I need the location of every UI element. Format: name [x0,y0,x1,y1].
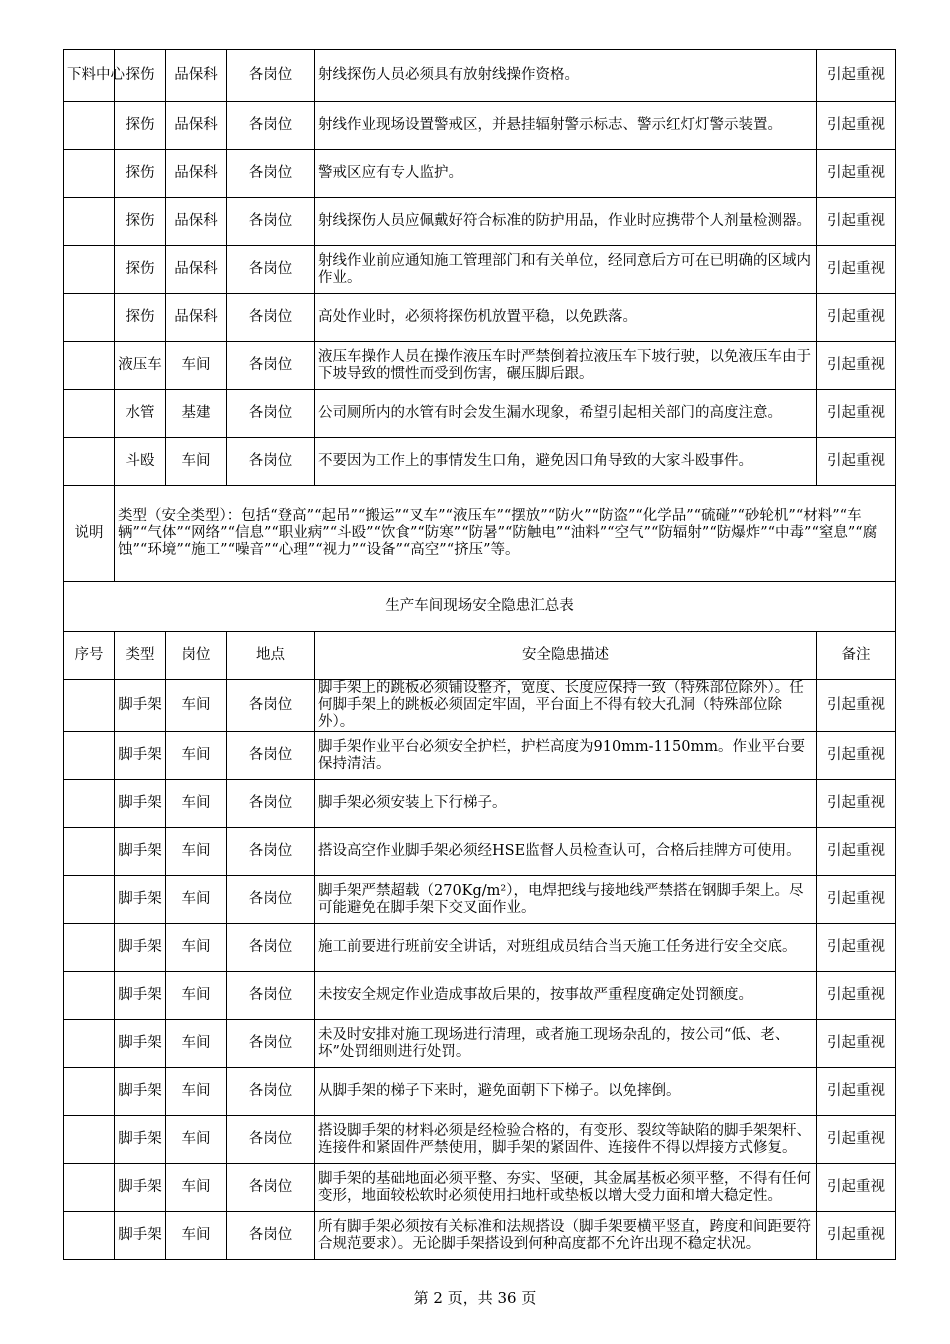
table-row [64,680,896,732]
table-row [64,1020,896,1068]
row-place: 各岗位 [227,294,315,342]
row-type: 水管 [115,390,166,438]
explain-row [64,486,896,582]
table-row [64,1116,896,1164]
row-note: 引起重视 [817,732,896,780]
row-post: 车间 [166,780,227,828]
row-place: 各岗位 [227,828,315,876]
row-desc: 搭设高空作业脚手架必须经HSE监督人员检查认可，合格后挂牌方可使用。 [315,828,817,876]
row-unit [64,102,115,150]
row-place: 各岗位 [227,924,315,972]
row-type: 脚手架 [115,680,166,732]
row-post: 车间 [166,828,227,876]
table-row [64,780,896,828]
row-post: 品保科 [166,246,227,294]
row-type: 脚手架 [115,1212,166,1260]
explain-text: 类型（安全类型）：包括“登高”“起吊”“搬运”“叉车”“液压车”“摆放”“防火”“防盗”“化学品”“硫碰”“砂轮机”“材料”“车辆”“气体”“网络”“信息”“职业病”“斗殴”“饮食”“防寒”“防暑”“防触电”“油料”“空气”“防辐射”“防爆炸”“中毒”“窒息”“腐蚀”“环境”“施工”“噪音”“心理”“视力”“设备”“高空”“挤压”等。 [115,486,896,582]
row-note: 引起重视 [817,390,896,438]
header-note: 备注 [817,632,896,680]
header-desc: 安全隐患描述 [315,632,817,680]
row-type: 脚手架 [115,876,166,924]
row-number [64,1020,115,1068]
row-number [64,924,115,972]
row-place: 各岗位 [227,732,315,780]
row-note: 引起重视 [817,294,896,342]
row-note: 引起重视 [817,680,896,732]
row-number [64,732,115,780]
row-desc: 公司厕所内的水管有时会发生漏水现象，希望引起相关部门的高度注意。 [315,390,817,438]
row-unit: 下料中心 [64,50,115,102]
row-place: 各岗位 [227,246,315,294]
row-place: 各岗位 [227,438,315,486]
row-desc: 未按安全规定作业造成事故后果的，按事故严重程度确定处罚额度。 [315,972,817,1020]
row-note: 引起重视 [817,924,896,972]
row-desc: 警戒区应有专人监护。 [315,150,817,198]
row-desc: 射线探伤人员必须具有放射线操作资格。 [315,50,817,102]
row-note: 引起重视 [817,102,896,150]
row-note: 引起重视 [817,246,896,294]
table-row [64,102,896,150]
row-type: 脚手架 [115,1020,166,1068]
table-row [64,50,896,102]
section-title-row [64,582,896,632]
row-post: 品保科 [166,50,227,102]
table-row [64,1164,896,1212]
row-place: 各岗位 [227,198,315,246]
row-number [64,828,115,876]
row-type: 脚手架 [115,924,166,972]
header-type: 类型 [115,632,166,680]
row-note: 引起重视 [817,780,896,828]
table-row [64,150,896,198]
row-post: 车间 [166,732,227,780]
explain-label: 说明 [64,486,115,582]
row-note: 引起重视 [817,1020,896,1068]
row-number [64,972,115,1020]
row-type: 脚手架 [115,828,166,876]
row-note: 引起重视 [817,198,896,246]
row-type: 斗殴 [115,438,166,486]
table-row [64,294,896,342]
row-post: 车间 [166,1068,227,1116]
row-note: 引起重视 [817,1164,896,1212]
row-post: 车间 [166,924,227,972]
row-place: 各岗位 [227,1116,315,1164]
header-post: 岗位 [166,632,227,680]
row-desc: 搭设脚手架的材料必须是经检验合格的，有变形、裂纹等缺陷的脚手架架杆、连接件和紧固件严禁使用，脚手架的紧固件、连接件不得以焊接方式修复。 [315,1116,817,1164]
row-place: 各岗位 [227,1020,315,1068]
row-place: 各岗位 [227,1068,315,1116]
row-type: 探伤 [115,102,166,150]
table-row [64,828,896,876]
header-place: 地点 [227,632,315,680]
row-note: 引起重视 [817,972,896,1020]
row-place: 各岗位 [227,102,315,150]
row-place: 各岗位 [227,342,315,390]
row-place: 各岗位 [227,780,315,828]
row-desc: 脚手架必须安装上下行梯子。 [315,780,817,828]
row-type: 探伤 [115,294,166,342]
row-desc: 从脚手架的梯子下来时，避免面朝下下梯子。以免摔倒。 [315,1068,817,1116]
row-post: 品保科 [166,198,227,246]
header-row [64,632,896,680]
row-number [64,1164,115,1212]
row-type: 脚手架 [115,1116,166,1164]
row-desc: 不要因为工作上的事情发生口角，避免因口角导致的大家斗殴事件。 [315,438,817,486]
row-type: 探伤 [115,198,166,246]
row-desc: 脚手架严禁超载（270Kg/m²），电焊把线与接地线严禁搭在钢脚手架上。尽可能避免在脚手架下交叉面作业。 [315,876,817,924]
row-type: 脚手架 [115,972,166,1020]
row-place: 各岗位 [227,1164,315,1212]
row-desc: 脚手架上的跳板必须铺设整齐，宽度、长度应保持一致（特殊部位除外）。任何脚手架上的跳板必须固定牢固，平台面上不得有较大孔洞（特殊部位除外）。 [315,680,817,732]
table-row [64,732,896,780]
row-type: 液压车 [115,342,166,390]
row-type: 脚手架 [115,1068,166,1116]
row-place: 各岗位 [227,680,315,732]
row-number [64,1212,115,1260]
row-desc: 射线探伤人员应佩戴好符合标准的防护用品，作业时应携带个人剂量检测器。 [315,198,817,246]
row-unit [64,246,115,294]
row-desc: 射线作业现场设置警戒区，并悬挂辐射警示标志、警示红灯灯警示装置。 [315,102,817,150]
row-post: 车间 [166,342,227,390]
row-post: 车间 [166,1020,227,1068]
safety-table [63,49,896,1260]
row-post: 品保科 [166,294,227,342]
row-desc: 液压车操作人员在操作液压车时严禁倒着拉液压车下坡行驶，以免液压车由于下坡导致的惯性而受到伤害，碾压脚后跟。 [315,342,817,390]
row-unit [64,390,115,438]
page-footer: 第 2 页，共 36 页 [413,1289,537,1307]
row-place: 各岗位 [227,390,315,438]
row-place: 各岗位 [227,876,315,924]
row-note: 引起重视 [817,1068,896,1116]
row-desc: 未及时安排对施工现场进行清理，或者施工现场杂乱的，按公司“低、老、坏”处罚细则进行处罚。 [315,1020,817,1068]
table-row [64,972,896,1020]
row-unit [64,438,115,486]
row-note: 引起重视 [817,150,896,198]
row-desc: 射线作业前应通知施工管理部门和有关单位，经同意后方可在已明确的区域内作业。 [315,246,817,294]
row-post: 车间 [166,1116,227,1164]
row-post: 车间 [166,1212,227,1260]
row-desc: 脚手架作业平台必须安全护栏，护栏高度为910mm-1150mm。作业平台要保持清洁。 [315,732,817,780]
row-number [64,1116,115,1164]
section-title: 生产车间现场安全隐患汇总表 [64,582,896,632]
top-rows [64,50,896,486]
row-note: 引起重视 [817,876,896,924]
row-post: 车间 [166,972,227,1020]
row-note: 引起重视 [817,828,896,876]
row-post: 品保科 [166,150,227,198]
row-post: 车间 [166,680,227,732]
row-number [64,680,115,732]
table-row [64,390,896,438]
bottom-rows [64,680,896,1260]
row-place: 各岗位 [227,972,315,1020]
row-desc: 施工前要进行班前安全讲话，对班组成员结合当天施工任务进行安全交底。 [315,924,817,972]
row-type: 脚手架 [115,780,166,828]
row-type: 探伤 [115,246,166,294]
row-type: 探伤 [115,150,166,198]
row-post: 车间 [166,438,227,486]
table-row [64,1068,896,1116]
row-type: 探伤 [115,50,166,102]
row-type: 脚手架 [115,1164,166,1212]
row-note: 引起重视 [817,342,896,390]
table-row [64,246,896,294]
table-row [64,198,896,246]
table-row [64,924,896,972]
row-desc: 所有脚手架必须按有关标准和法规搭设（脚手架要横平竖直，跨度和间距要符合规范要求）。无论脚手架搭设到何种高度都不允许出现不稳定状况。 [315,1212,817,1260]
header-no: 序号 [64,632,115,680]
row-number [64,876,115,924]
row-post: 车间 [166,876,227,924]
row-unit [64,198,115,246]
row-note: 引起重视 [817,438,896,486]
row-number [64,780,115,828]
row-note: 引起重视 [817,1116,896,1164]
row-post: 车间 [166,1164,227,1212]
table-row [64,1212,896,1260]
table-row [64,342,896,390]
row-desc: 脚手架的基础地面必须平整、夯实、坚硬，其金属基板必须平整，不得有任何变形，地面较松软时必须使用扫地杆或垫板以增大受力面和增大稳定性。 [315,1164,817,1212]
row-unit [64,342,115,390]
row-post: 基建 [166,390,227,438]
row-number [64,1068,115,1116]
row-note: 引起重视 [817,1212,896,1260]
row-post: 品保科 [166,102,227,150]
row-place: 各岗位 [227,50,315,102]
row-desc: 高处作业时，必须将探伤机放置平稳，以免跌落。 [315,294,817,342]
row-note: 引起重视 [817,50,896,102]
row-unit [64,150,115,198]
explain-section [64,486,896,680]
row-unit [64,294,115,342]
row-type: 脚手架 [115,732,166,780]
row-place: 各岗位 [227,1212,315,1260]
table-row [64,876,896,924]
table-row [64,438,896,486]
row-place: 各岗位 [227,150,315,198]
